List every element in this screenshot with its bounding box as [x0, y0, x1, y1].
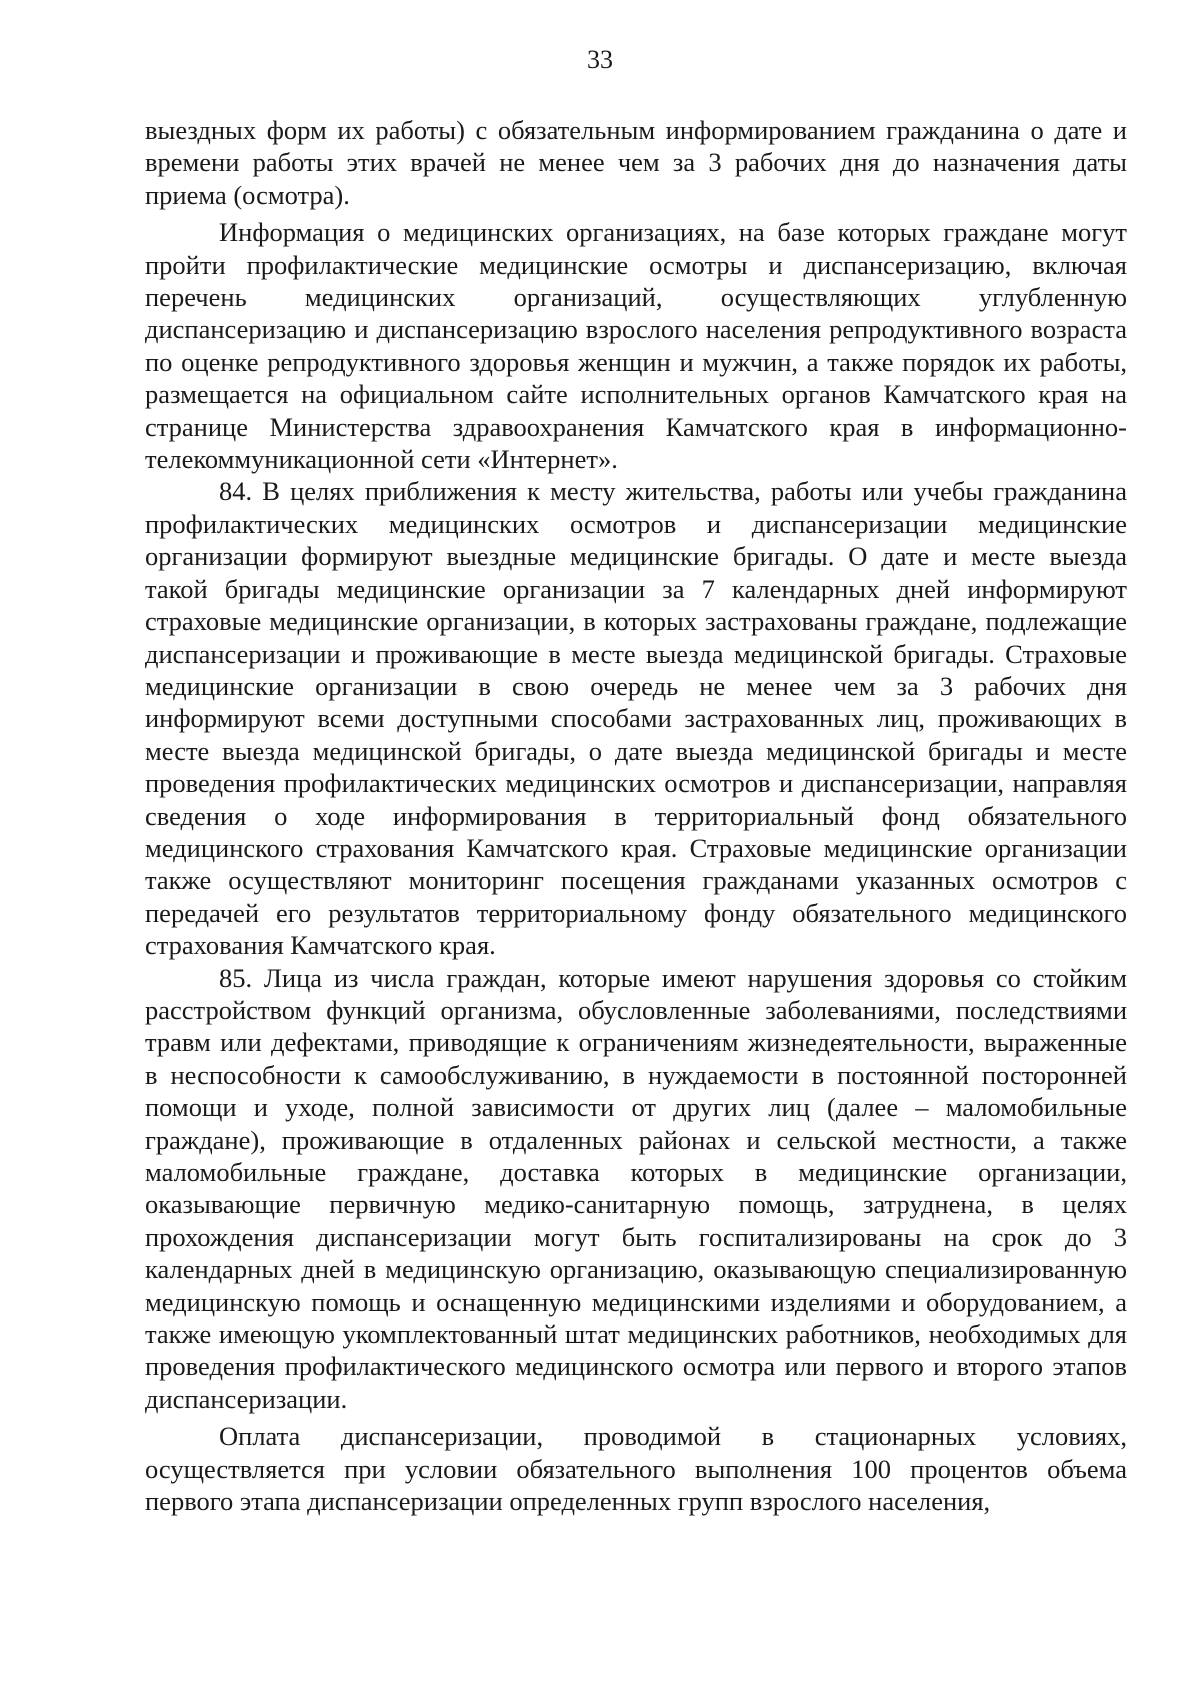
document-body	[145, 114, 1127, 1517]
paragraph-item-85: 85. Лица из числа граждан, которые имеют нарушения здоровья со стойким расстройством функций организма, обусловленные заболеваниями, последствиями травм или дефектами, приводящие к ограничениям жизнедеятельности, выраженные в неспособности к самообслуживанию, в нуждаемости в постоянной посторонней помощи и уходе, полной зависимости от других лиц (далее – маломобильные граждане), проживающие в отдаленных районах и сельской местности, а также маломобильные граждане, доставка которых в медицинские организации, оказывающие первичную медико-санитарную помощь, затруднена, в целях прохождения диспансеризации могут быть госпитализированы на срок до 3 календарных дней в медицинскую организацию, оказывающую специализированную медицинскую помощь и оснащенную медицинскими изделиями и оборудованием, а также имеющую укомплектованный штат медицинских работников, необходимых для проведения профилактического медицинского осмотра или первого и второго этапов диспансеризации.	[145, 962, 1127, 1414]
paragraph-info-medical-organizations: Информация о медицинских организациях, на базе которых граждане могут пройти профилактические медицинские осмотры и диспансеризацию, включая перечень медицинских организаций, осуществляющих углубленную диспансеризацию и диспансеризацию взрослого населения репродуктивного возраста по оценке репродуктивного здоровья женщин и мужчин, а также порядок их работы, размещается на официальном сайте исполнительных органов Камчатского края на странице Министерства здравоохранения Камчатского края в информационно-телекоммуникационной сети «Интернет».	[145, 217, 1127, 475]
paragraph-item-84: 84. В целях приближения к месту жительства, работы или учебы гражданина профилактических медицинских осмотров и диспансеризации медицинские организации формируют выездные медицинские бригады. О дате и месте выезда такой бригады медицинские организации за 7 календарных дней информируют страховые медицинские организации, в которых застрахованы граждане, подлежащие диспансеризации и проживающие в месте выезда медицинской бригады. Страховые медицинские организации в свою очередь не менее чем за 3 рабочих дня информируют всеми доступными способами застрахованных лиц, проживающих в месте выезда медицинской бригады, о дате выезда медицинской бригады и месте проведения профилактических медицинских осмотров и диспансеризации, направляя сведения о ходе информирования в территориальный фонд обязательного медицинского страхования Камчатского края. Страховые медицинские организации также осуществляют мониторинг посещения гражданами указанных осмотров с передачей его результатов территориальному фонду обязательного медицинского страхования Камчатского края.	[145, 476, 1127, 961]
page-number: 33	[587, 45, 613, 74]
paragraph-continuation: выездных форм их работы) с обязательным информированием гражданина о дате и времени работы этих врачей не менее чем за 3 рабочих дня до назначения даты приема (осмотра).	[145, 115, 1127, 210]
paragraph-payment: Оплата диспансеризации, проводимой в стационарных условиях, осуществляется при условии обязательного выполнения 100 процентов объема первого этапа диспансеризации определенных групп взрослого населения,	[145, 1421, 1127, 1517]
